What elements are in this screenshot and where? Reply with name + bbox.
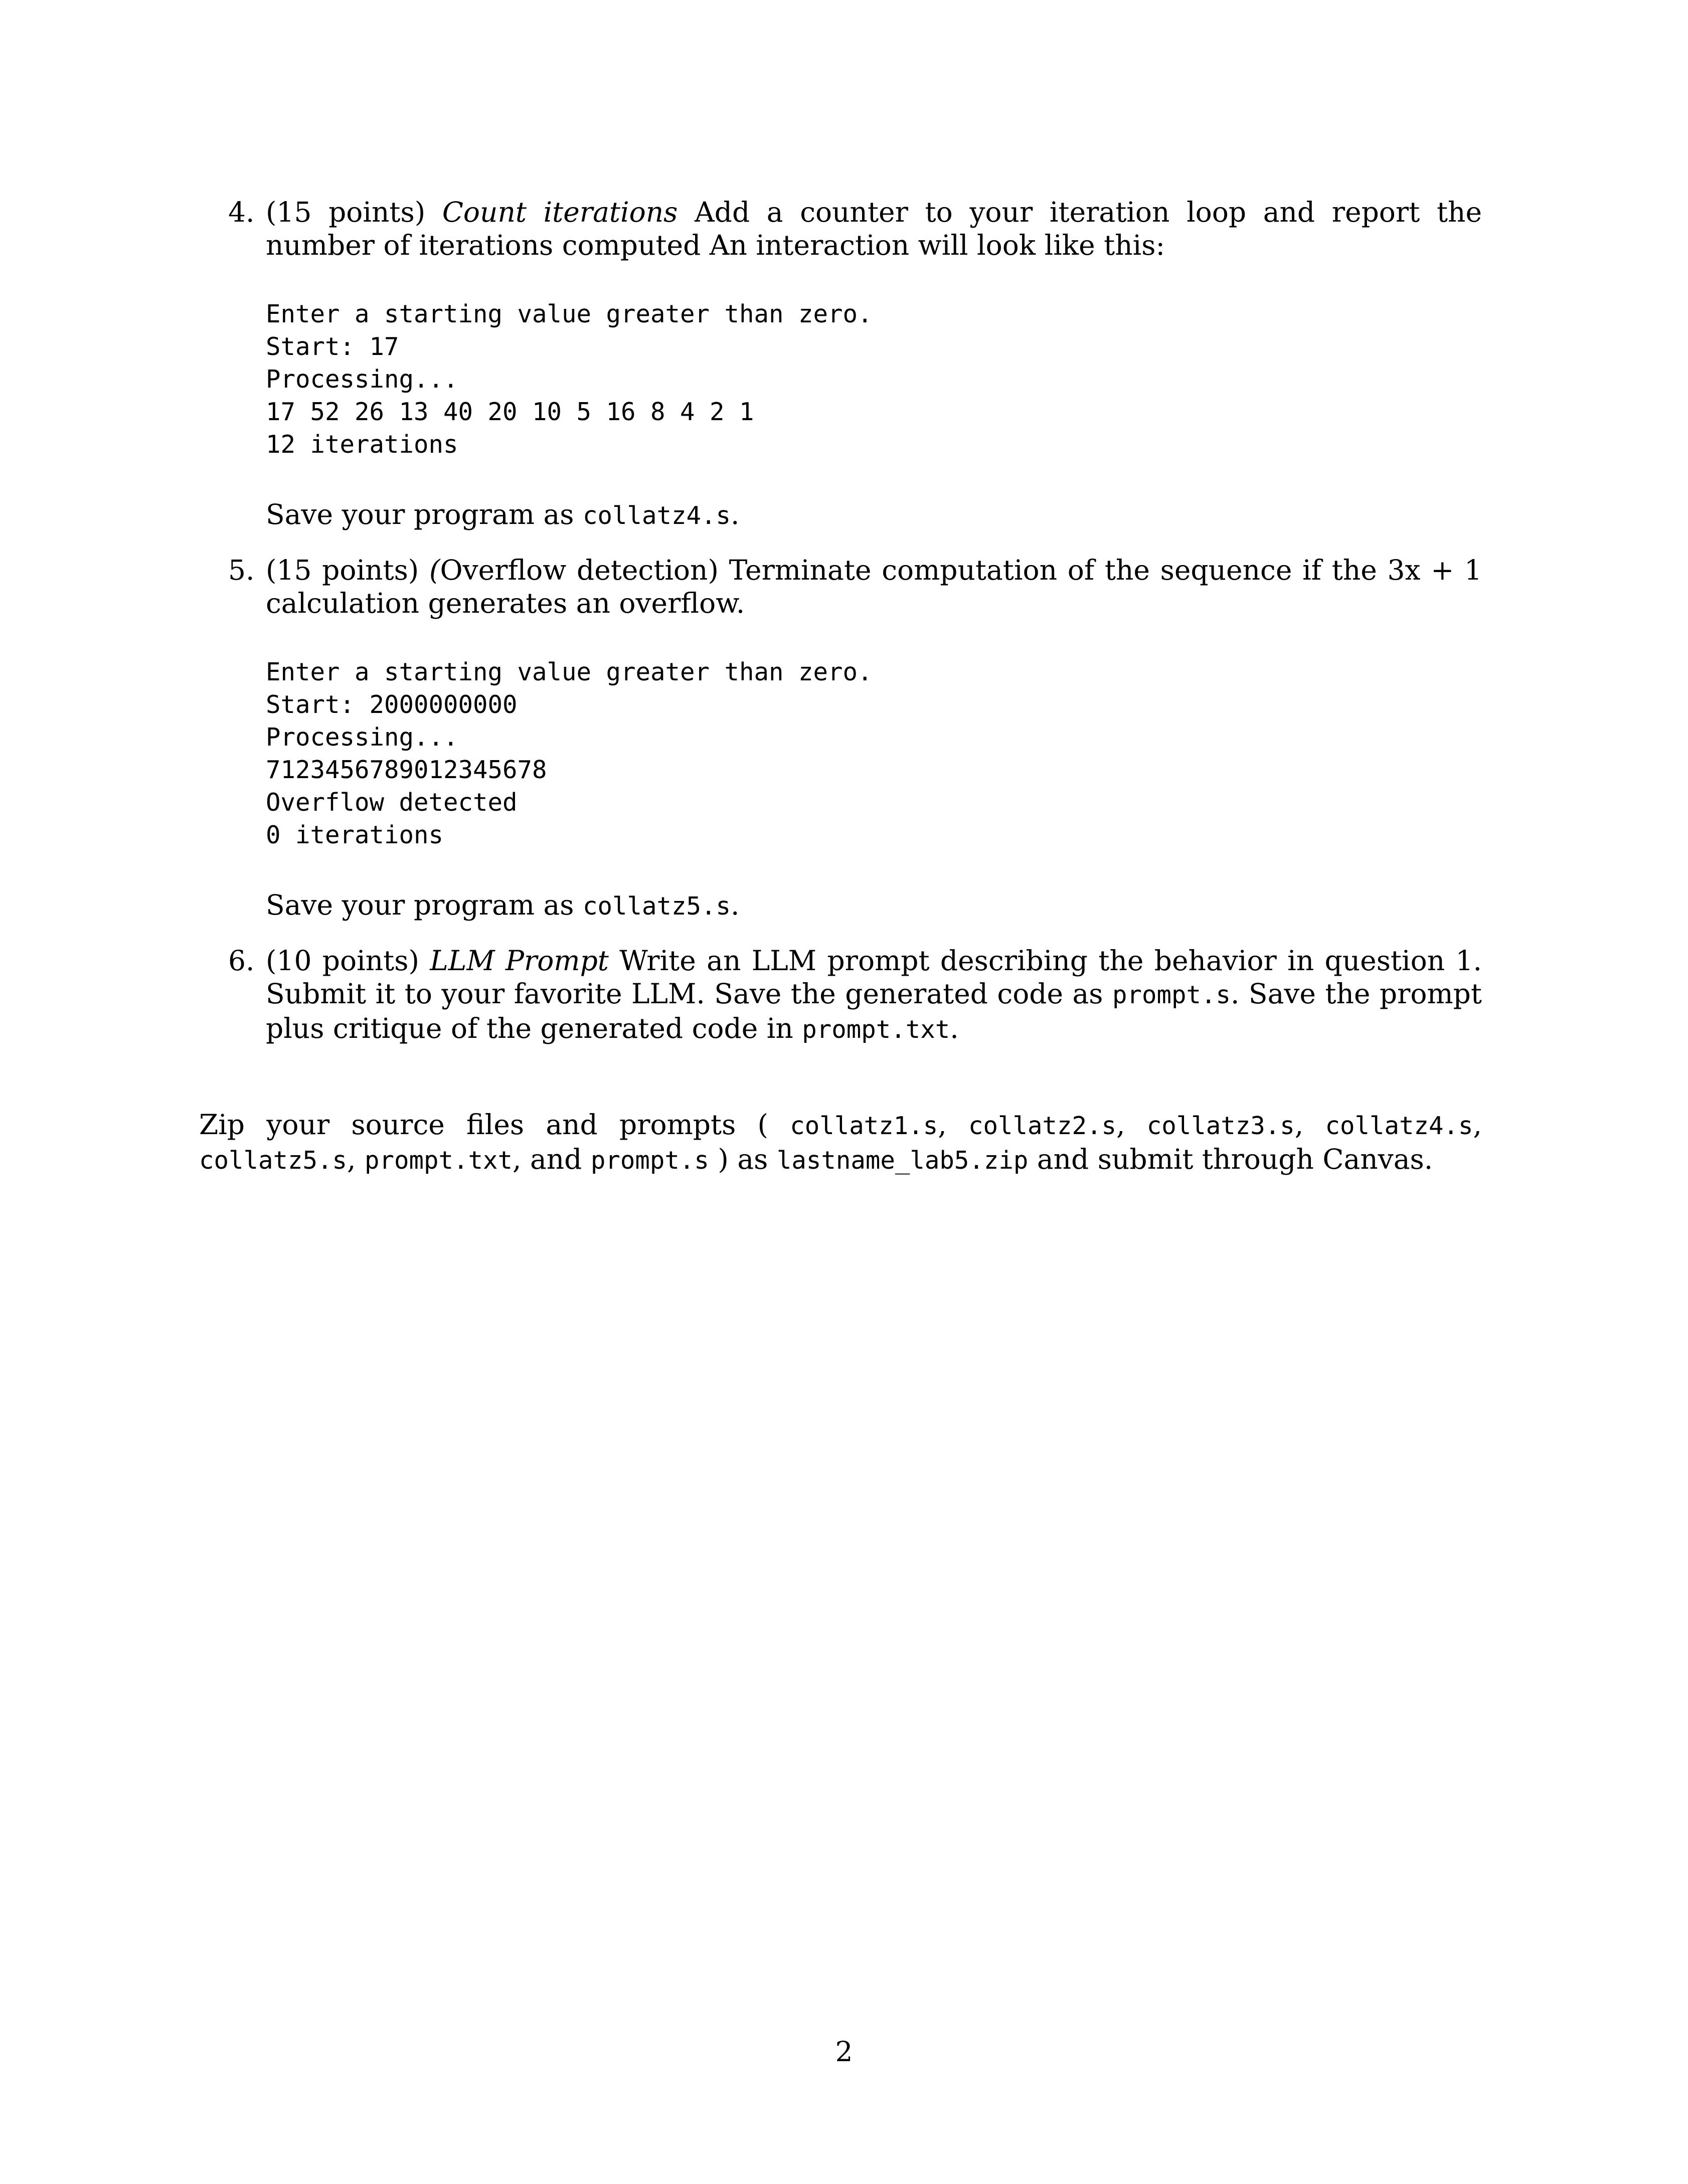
problem-text: . Save the prompt plus critique of the generated code in bbox=[266, 978, 1482, 1044]
problem-number: 5. bbox=[228, 554, 255, 586]
code-line: Processing... bbox=[266, 365, 458, 394]
code-line: Enter a starting value greater than zero. bbox=[266, 300, 873, 328]
filename: prompt.s bbox=[590, 1146, 709, 1175]
page-number: 2 bbox=[835, 2036, 853, 2068]
filename: collatz3.s bbox=[1146, 1112, 1295, 1140]
code-line: Start: 2000000000 bbox=[266, 690, 518, 719]
filename: prompt.s bbox=[1112, 981, 1231, 1009]
code-line: Overflow detected bbox=[266, 788, 518, 817]
code-line: Start: 17 bbox=[266, 332, 399, 361]
code-line: 7123456789012345678 bbox=[266, 756, 547, 784]
problem-number: 4. bbox=[228, 196, 255, 228]
closing-suffix: and submit through Canvas. bbox=[1037, 1143, 1433, 1175]
save-instruction bbox=[266, 888, 1482, 923]
example-interaction bbox=[266, 298, 1482, 461]
problem-points: (15 points) bbox=[266, 554, 419, 586]
problem-points: (10 points) bbox=[266, 945, 419, 977]
filename: collatz2.s bbox=[968, 1112, 1117, 1140]
problem-title: Count iterations bbox=[442, 196, 678, 228]
code-line: 17 52 26 13 40 20 10 5 16 8 4 2 1 bbox=[266, 398, 754, 426]
code-line: 0 iterations bbox=[266, 821, 444, 849]
filename: collatz4.s bbox=[1325, 1112, 1473, 1140]
code-line: 12 iterations bbox=[266, 430, 458, 459]
problem-title: Overflow detection) bbox=[440, 554, 719, 586]
closing-prefix: Zip your source files and prompts ( bbox=[199, 1109, 769, 1141]
code-line: Processing... bbox=[266, 723, 458, 752]
problem-title: LLM Prompt bbox=[430, 945, 609, 977]
problem-text: . bbox=[950, 1012, 959, 1044]
save-filename: collatz5.s bbox=[583, 892, 731, 921]
filename: prompt.txt bbox=[802, 1015, 950, 1044]
code-line: Enter a starting value greater than zero. bbox=[266, 658, 873, 686]
problem-number: 6. bbox=[228, 945, 255, 977]
math-expression: 3x + 1 bbox=[1387, 554, 1482, 586]
problem-5 bbox=[228, 554, 1482, 923]
save-prefix: Save your program as bbox=[266, 889, 574, 921]
example-interaction bbox=[266, 656, 1482, 851]
as-word: as bbox=[737, 1143, 768, 1175]
problem-text: Write an LLM prompt describing the behavior in question 1. Submit it to your favorite LLM. Save the generated code as bbox=[266, 945, 1482, 1010]
problem-6 bbox=[228, 944, 1482, 1046]
filename: prompt.txt bbox=[364, 1146, 513, 1175]
save-prefix: Save your program as bbox=[266, 498, 574, 530]
zip-filename: lastname_lab5.zip bbox=[776, 1146, 1029, 1175]
save-suffix: . bbox=[731, 889, 740, 921]
filename: collatz5.s bbox=[199, 1146, 348, 1175]
submission-instructions: Zip your source files and prompts ( collatz1.s, collatz2.s, collatz3.s, collatz4.s, collatz5.s, prompt.txt, and prompt.s ) as lastname_lab5.zip and submit through Canvas. bbox=[199, 1109, 1482, 1175]
problem-list bbox=[0, 196, 1688, 1067]
and-word: and bbox=[530, 1143, 582, 1175]
problem-description: Add a counter to your iteration loop and report the number of iterations computed An interaction will look like this: bbox=[266, 196, 1482, 261]
problem-paren: ( bbox=[429, 554, 440, 586]
save-suffix: . bbox=[731, 498, 740, 530]
save-instruction bbox=[266, 498, 1482, 532]
problem-description: Terminate computation of the sequence if the bbox=[729, 554, 1377, 586]
problem-description-cont: calculation generates an overflow. bbox=[266, 587, 745, 619]
close-paren: ) bbox=[718, 1143, 729, 1175]
problem-4 bbox=[228, 196, 1482, 532]
filename: collatz1.s bbox=[790, 1112, 938, 1140]
save-filename: collatz4.s bbox=[583, 501, 731, 530]
problem-points: (15 points) bbox=[266, 196, 426, 228]
